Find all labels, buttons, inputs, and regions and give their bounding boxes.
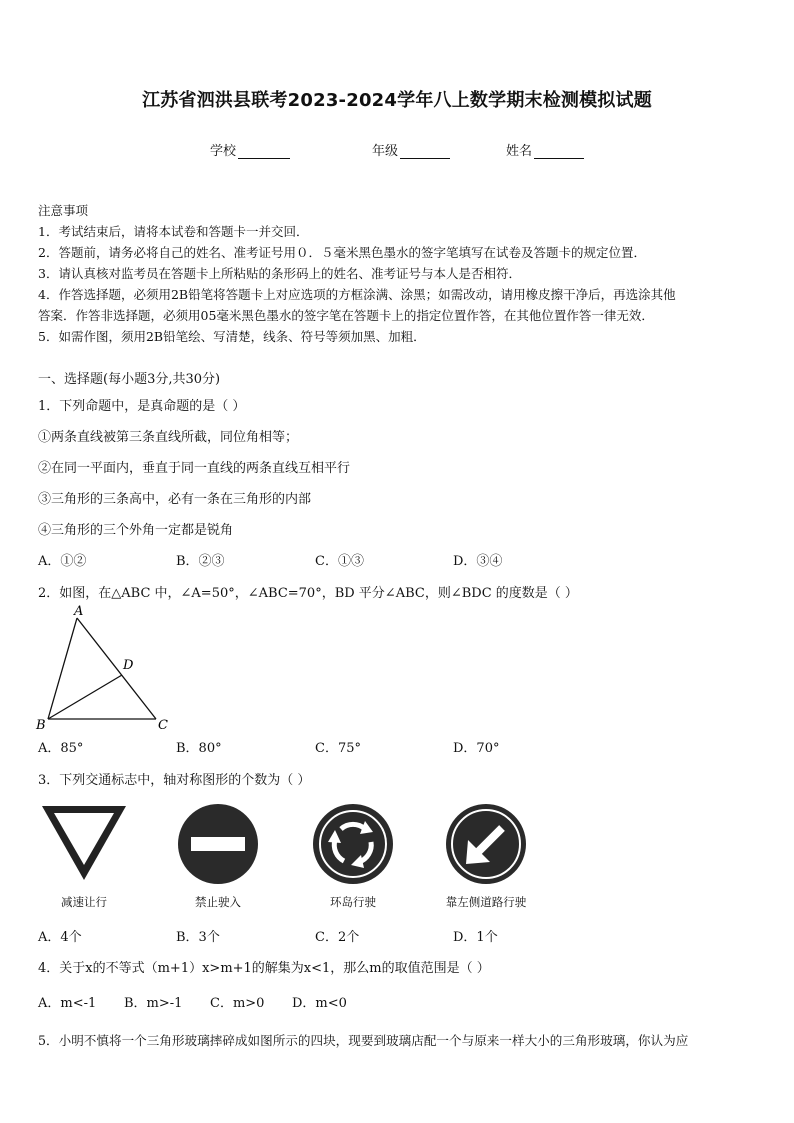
q2-option-d: D．70° <box>453 741 500 756</box>
side-ac <box>77 618 156 719</box>
notice-item: 3．请认真核对监考员在答题卡上所粘贴的条形码上的姓名、准考证号与本人是否相符． <box>38 266 521 281</box>
q1-stem: 1．下列命题中，是真命题的是（ ） <box>38 399 246 414</box>
notice-block <box>38 200 676 347</box>
vertex-c-label: C <box>158 718 168 733</box>
sign-label-keep-left: 靠左侧道路行驶 <box>445 895 527 909</box>
grade-blank <box>400 144 450 159</box>
q3-option-c: C．2个 <box>315 930 360 945</box>
no-entry-sign-icon <box>176 802 260 886</box>
q5-stem: 5．小明不慎将一个三角形玻璃摔碎成如图所示的四块，现要到玻璃店配一个与原来一样大小的三角形玻璃，你认为应 <box>38 1033 689 1048</box>
q4-option-b: B．m>-1 <box>124 996 183 1011</box>
grade-label: 年级 <box>372 144 399 159</box>
q1-option-a: A．①② <box>38 554 87 569</box>
q1-statement: ②在同一平面内，垂直于同一直线的两条直线互相平行 <box>38 461 351 476</box>
school-blank <box>238 144 290 159</box>
notice-item: 答案．作答非选择题，必须用05毫米黑色墨水的签字笔在答题卡上的指定位置作答，在其他位置作答一律无效． <box>38 308 654 323</box>
notice-item: 1．考试结束后，请将本试卷和答题卡一并交回． <box>38 224 309 239</box>
sign-label-roundabout: 环岛行驶 <box>330 895 376 909</box>
name-field <box>506 140 584 159</box>
notice-item: 4．作答选择题，必须用2B铅笔将答题卡上对应选项的方框涂满、涂黑；如需改动，请用橡皮擦干净后，再选涂其他 <box>38 287 676 302</box>
school-label: 学校 <box>210 144 237 159</box>
q1-statement: ①两条直线被第三条直线所截，同位角相等； <box>38 430 299 445</box>
sign-label-yield: 减速让行 <box>61 895 107 909</box>
q3-option-a: A．4个 <box>38 930 82 945</box>
q4-option-d: D．m<0 <box>292 996 347 1011</box>
q1-option-b: B．②③ <box>176 554 225 569</box>
page-title: 江苏省泗洪县联考2023-2024学年八上数学期末检测模拟试题 <box>142 90 652 111</box>
q4-option-a: A．m<-1 <box>38 996 97 1011</box>
q1-option-d: D．③④ <box>453 554 503 569</box>
q4-option-c: C．m>0 <box>210 996 265 1011</box>
notice-item: 2．答题前，请务必将自己的姓名、准考证号用０．５毫米黑色墨水的签字笔填写在试卷及答题卡的规定位置． <box>38 245 646 260</box>
q3-option-d: D．1个 <box>453 930 498 945</box>
school-field <box>210 140 290 159</box>
q1-statement: ③三角形的三条高中，必有一条在三角形的内部 <box>38 492 312 507</box>
roundabout-sign-icon <box>311 802 395 886</box>
q3-stem: 3．下列交通标志中，轴对称图形的个数为（ ） <box>38 773 311 788</box>
q2-option-b: B．80° <box>176 741 222 756</box>
q1-option-c: C．①③ <box>315 554 364 569</box>
keep-left-sign-icon <box>444 802 528 886</box>
q4-stem: 4．关于x的不等式（m+1）x>m+1的解集为x<1，那么m的取值范围是（ ） <box>38 961 490 976</box>
grade-field <box>372 140 450 159</box>
section-heading: 一、选择题(每小题3分,共30分) <box>38 372 221 387</box>
q1-statement: ④三角形的三个外角一定都是锐角 <box>38 523 234 538</box>
point-d-label: D <box>123 658 134 673</box>
name-blank <box>534 144 584 159</box>
sign-label-no-entry: 禁止驶入 <box>195 895 241 909</box>
vertex-a-label: A <box>74 604 84 619</box>
q3-option-b: B．3个 <box>176 930 220 945</box>
triangle-abc-diagram <box>30 603 180 733</box>
name-label: 姓名 <box>506 144 533 159</box>
notice-item: 5．如需作图，须用2B铅笔绘、写清楚，线条、符号等须加黑、加粗． <box>38 329 426 344</box>
q2-option-c: C．75° <box>315 741 361 756</box>
yield-sign-icon <box>38 802 130 884</box>
notice-heading: 注意事项 <box>38 203 89 218</box>
q2-stem: 2．如图，在△ABC 中，∠A=50°，∠ABC=70°，BD 平分∠ABC，则∠BDC 的度数是（ ） <box>38 586 578 601</box>
vertex-b-label: B <box>36 718 46 733</box>
q2-option-a: A．85° <box>38 741 84 756</box>
